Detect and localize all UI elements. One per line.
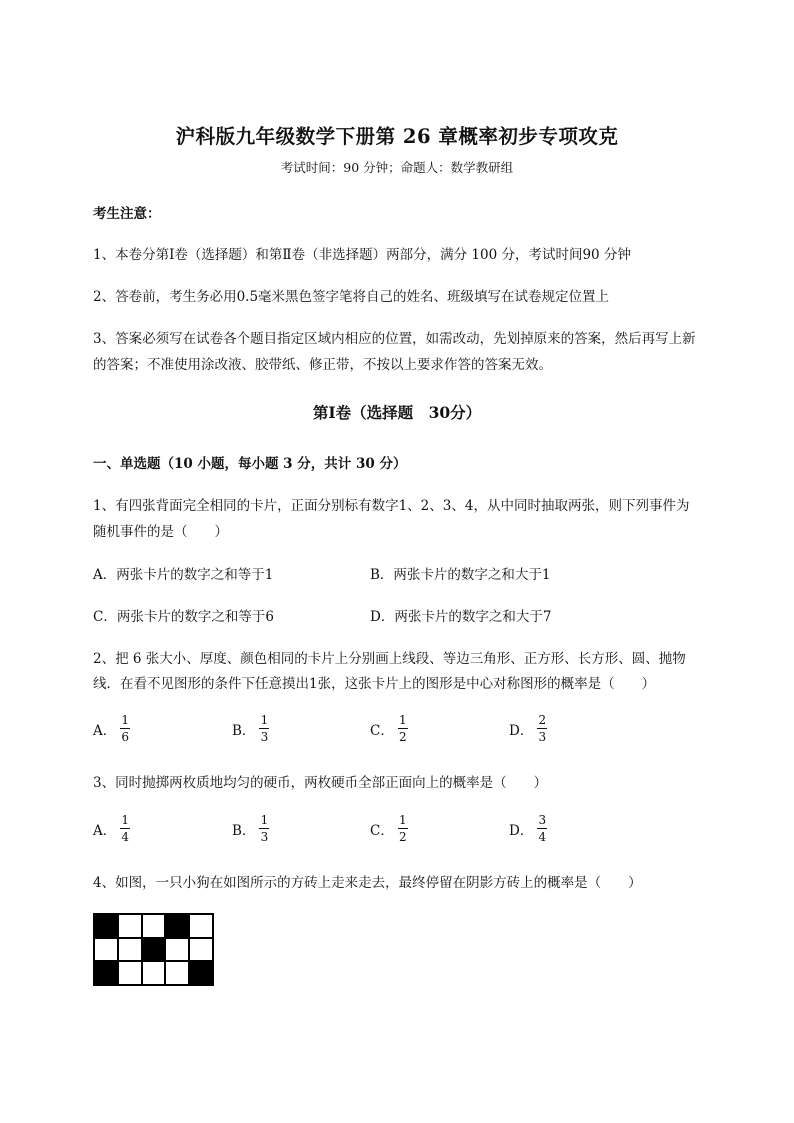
option-label: D． [509, 722, 534, 739]
tile-light [118, 961, 142, 985]
tile-light [142, 914, 166, 938]
q3-stem: 3、同时抛掷两枚质地均匀的硬币，两枚硬币全部正面向上的概率是（ ） [93, 775, 548, 791]
fraction-bar [120, 828, 130, 829]
tile-dark [189, 961, 213, 985]
option-label: C． [370, 822, 394, 839]
denominator: 2 [399, 830, 407, 844]
option-label: C． [370, 722, 394, 739]
numerator: 1 [260, 813, 269, 827]
fraction [537, 813, 547, 844]
fraction-bar [120, 728, 130, 729]
numerator: 1 [399, 813, 407, 827]
tile-dark [142, 938, 166, 962]
q1-stem-line1: 1、有四张背面完全相同的卡片，正面分别标有数字1、2、3、4，从中同时抽取两张，则下列事件为 [93, 498, 690, 514]
q3-option-c [370, 813, 408, 844]
tile-dark [94, 914, 118, 938]
q1-option-a: A．两张卡片的数字之和等于1 [93, 567, 274, 583]
fraction [398, 713, 408, 744]
fraction-bar [537, 828, 547, 829]
q2-stem-line2: 线．在看不见图形的条件下任意摸出1张，这张卡片上的图形是中心对称图形的概率是（ ） [93, 676, 656, 692]
q1-option-b: B．两张卡片的数字之和大于1 [370, 567, 551, 583]
tile-light [118, 938, 142, 962]
q3-option-d [509, 813, 547, 844]
fraction [259, 813, 269, 844]
notice-heading: 考生注意： [93, 206, 161, 222]
q3-option-b [232, 813, 269, 844]
fraction-bar [398, 828, 408, 829]
q1-option-d: D．两张卡片的数字之和大于7 [370, 609, 552, 625]
denominator: 4 [121, 830, 130, 844]
part-heading: 一、单选题（10 小题，每小题 3 分，共计 30 分） [93, 456, 407, 472]
q4-stem: 4、如图，一只小狗在如图所示的方砖上走来走去，最终停留在阴影方砖上的概率是（ ） [93, 875, 642, 891]
fraction-bar [537, 728, 547, 729]
fraction-bar [259, 828, 269, 829]
notice-item-3-cont: 的答案；不准使用涂改液、胶带纸、修正带，不按以上要求作答的答案无效。 [93, 357, 552, 373]
numerator: 1 [121, 713, 130, 727]
tile-light [189, 914, 213, 938]
denominator: 4 [538, 830, 547, 844]
tile-floor-figure [93, 913, 214, 986]
tile-dark [165, 914, 189, 938]
exam-info: 考试时间：90 分钟；命题人：数学教研组 [280, 160, 514, 175]
q2-option-d [509, 713, 547, 744]
option-label: A． [93, 722, 117, 739]
q2-stem-line1: 2、把 6 张大小、厚度、颜色相同的卡片上分别画上线段、等边三角形、正方形、长方形、圆、抛物 [93, 651, 686, 667]
option-label: A． [93, 822, 117, 839]
q2-option-a [93, 713, 130, 744]
q1-stem-line2: 随机事件的是（ ） [93, 524, 228, 540]
notice-item-3: 3、答案必须写在试卷各个题目指定区域内相应的位置，如需改动，先划掉原来的答案，然后再写上新 [93, 331, 696, 347]
tile-light [118, 914, 142, 938]
tile-light [94, 938, 118, 962]
fraction-bar [398, 728, 408, 729]
notice-item-1: 1、本卷分第Ⅰ卷（选择题）和第Ⅱ卷（非选择题）两部分，满分 100 分，考试时间90 分钟 [93, 247, 631, 263]
numerator: 1 [399, 713, 407, 727]
notice-item-2: 2、答卷前，考生务必用0.5毫米黑色签字笔将自己的姓名、班级填写在试卷规定位置上 [93, 289, 610, 305]
q2-option-b [232, 713, 269, 744]
q2-option-c [370, 713, 408, 744]
tile-light [165, 938, 189, 962]
numerator: 1 [260, 713, 269, 727]
q1-option-c: C．两张卡片的数字之和等于6 [93, 609, 274, 625]
fraction [259, 713, 269, 744]
numerator: 1 [121, 813, 130, 827]
tile-light [189, 938, 213, 962]
numerator: 2 [538, 713, 547, 727]
denominator: 3 [260, 730, 269, 744]
fraction [120, 813, 130, 844]
tile-light [165, 961, 189, 985]
denominator: 2 [399, 730, 407, 744]
section-title: 第Ⅰ卷（选择题 30分） [312, 403, 482, 422]
denominator: 3 [260, 830, 269, 844]
fraction [537, 713, 547, 744]
fraction [120, 713, 130, 744]
denominator: 3 [538, 730, 547, 744]
denominator: 6 [121, 730, 130, 744]
q3-option-a [93, 813, 130, 844]
numerator: 3 [538, 813, 547, 827]
option-label: D． [509, 822, 534, 839]
option-label: B． [232, 722, 256, 739]
tile-light [142, 961, 166, 985]
fraction [398, 813, 408, 844]
fraction-bar [259, 728, 269, 729]
tile-dark [94, 961, 118, 985]
option-label: B． [232, 822, 256, 839]
page-title: 沪科版九年级数学下册第 26 章概率初步专项攻克 [175, 125, 619, 148]
